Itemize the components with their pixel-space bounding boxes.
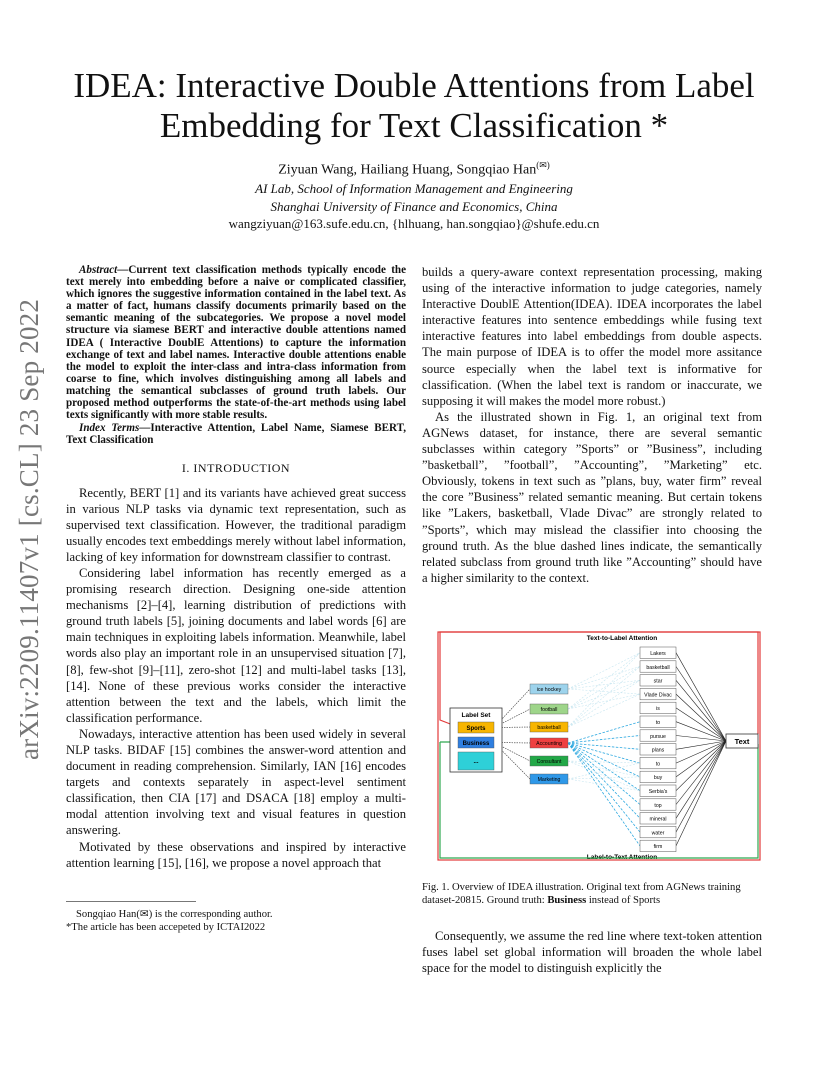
token-to-text-line bbox=[676, 741, 726, 818]
token-to-text-line bbox=[676, 694, 726, 741]
accounting-to-token-line bbox=[568, 722, 640, 743]
subclass-to-token-line bbox=[568, 761, 640, 791]
accounting-to-token-line bbox=[568, 743, 640, 791]
index-terms bbox=[66, 422, 406, 446]
subclass-to-token-line bbox=[568, 653, 640, 709]
token-text: top bbox=[654, 802, 662, 809]
token-text: Lakers bbox=[650, 651, 666, 657]
subclass-to-token-line bbox=[568, 667, 640, 690]
subclass-to-token-line bbox=[568, 777, 640, 779]
token-to-text-line bbox=[676, 741, 726, 777]
figure-diagram bbox=[422, 628, 766, 866]
subclass-text: Accounting bbox=[536, 741, 562, 747]
left-column bbox=[66, 264, 406, 934]
caption-suffix: instead of Sports bbox=[586, 894, 661, 906]
author-names: Ziyuan Wang, Hailiang Huang, Songqiao Han bbox=[278, 162, 537, 178]
label-set-item-text: Business bbox=[462, 741, 490, 747]
token-text: plans bbox=[651, 747, 665, 754]
envelope-mark: (✉) bbox=[536, 160, 550, 170]
token-text: basketball bbox=[646, 664, 670, 671]
token-to-text-line bbox=[676, 653, 726, 741]
token-to-text-line bbox=[676, 741, 726, 846]
subclass-to-token-line bbox=[568, 761, 640, 763]
caption-bold: Business bbox=[547, 894, 587, 906]
subclass-to-token-line bbox=[568, 653, 640, 689]
token-text: firm bbox=[653, 844, 663, 851]
subclass-to-token-line bbox=[568, 694, 640, 709]
accounting-to-token-line bbox=[568, 743, 640, 805]
token-text: pursue bbox=[650, 733, 666, 740]
token-text: star bbox=[653, 678, 663, 685]
token-text: Vlade Divac bbox=[644, 692, 672, 699]
footnote-rule bbox=[66, 901, 196, 902]
subclass-to-token-line bbox=[568, 667, 640, 728]
subclass-to-token-line bbox=[568, 761, 640, 777]
subclass-to-token-line bbox=[568, 689, 640, 694]
arxiv-identifier: arXiv:2209.11407v1 [cs.CL] 23 Sep 2022 bbox=[14, 298, 44, 760]
token-text: to bbox=[655, 720, 661, 726]
subclass-text: ice hockey bbox=[536, 687, 562, 693]
token-text: Serbia's bbox=[648, 789, 668, 795]
accounting-to-token-line bbox=[568, 743, 640, 832]
token-text: water bbox=[651, 830, 665, 837]
affiliation-line-2: Shanghai University of Finance and Economics, China bbox=[270, 199, 558, 214]
footnote-corresponding: Songqiao Han(✉) is the corresponding author. bbox=[76, 908, 273, 920]
index-terms-lead: Index Terms bbox=[79, 422, 140, 435]
author-line bbox=[60, 160, 768, 179]
paragraph: Considering label information has recently emerged as a promising research direction. Designing one-side attention mechanisms [2]–[4], learning distribution of predictions with ground truth labels [5], joining documents and label words [6] are main techniques in exploiting labels information. Meanwhile, label words also play an important role in an unsupervised situation [7], [8], few-shot [9]–[11], zero-shot [12] and multi-label tasks [13], [14]. None of these previous works consider the interactive attention between the text and the labels, which limit the classification performance. bbox=[66, 565, 406, 725]
token-to-text-line bbox=[676, 741, 726, 791]
token-to-text-line bbox=[676, 741, 726, 805]
subclass-to-token-line bbox=[568, 694, 640, 727]
abstract bbox=[66, 264, 406, 421]
text-to-label-title: Text-to-Label Attention bbox=[586, 635, 658, 642]
accounting-to-token-line bbox=[568, 743, 640, 846]
subclass-text: football bbox=[540, 707, 558, 713]
abstract-lead: Abstract bbox=[79, 264, 118, 276]
accounting-to-token-line bbox=[568, 736, 640, 744]
caption-prefix: Fig. 1. Overview of IDEA illustration. Original text from AGNews training dataset-20815. Ground truth: bbox=[422, 882, 741, 906]
figure-1 bbox=[422, 628, 766, 866]
token-to-text-line bbox=[676, 741, 726, 832]
figure-caption bbox=[422, 882, 764, 907]
abstract-text: —Current text classification methods typically encode the text merely into embedding before a naive or complicated classifier, which ignores the suggestive information contained in the label text. As a matter of fact, humans classify documents primarily based on the semantic meaning of the subcategories. We propose a novel model structure via siamese BERT and interactive double attentions named IDEA ( Interactive DoublE Attentions) to capture the information exchange of text and label names. Interactive double attentions enable the model to exploit the inter-class and intra-class information from coarse to fine, which involves distinguishing among all labels and matching the semantical subclasses of ground truth labels. Our proposed method outperforms the state-of-the-art methods using label texts significantly with more stable results. bbox=[66, 264, 406, 422]
index-terms-text: —Interactive Attention, Label Name, Siamese BERT, Text Classification bbox=[66, 422, 406, 447]
footnote-accepted: *The article has been accepeted by ICTAI2022 bbox=[66, 921, 266, 933]
token-to-text-line bbox=[676, 680, 726, 741]
paragraph: Motivated by these observations and inspired by interactive attention learning [15], [16], we propose a novel approach that bbox=[66, 839, 406, 870]
subclass-text: Marketing bbox=[537, 777, 561, 783]
label-set-item-text: ... bbox=[473, 759, 479, 765]
token-text: mineral bbox=[649, 816, 667, 823]
author-emails: wangziyuan@163.sufe.edu.cn, {hlhuang, han.songqiao}@shufe.edu.cn bbox=[228, 216, 600, 231]
paper-title: IDEA: Interactive Double Attentions from Label Embedding for Text Classification * bbox=[73, 66, 755, 145]
label-set-item-text: Sports bbox=[466, 726, 486, 732]
paragraph: Consequently, we assume the red line where text-token attention fuses label set global information will broaden the whole label space for the model to distinguish explicitly the bbox=[422, 929, 762, 976]
paragraph: Nowadays, interactive attention has been used widely in several NLP tasks. BIDAF [15] combines the answer-word attention and document in reading comprehension. Similarly, IAN [16] encodes targets and contexts separately in aspect-level sentiment classification, then CIA [17] and DSACA [18] employ a multi-modal attention involving text and visual features in question answering. bbox=[66, 726, 406, 838]
token-text: buy bbox=[653, 775, 663, 782]
subclass-text: basketball bbox=[537, 725, 561, 731]
paragraph: Recently, BERT [1] and its variants have achieved great success in various NLP tasks via dynamic text representation, such as supervised text classification. However, the traditional paradigm usually encodes text embeddings merely without label information, lacking of key information for downstream classifier to contrast. bbox=[66, 485, 406, 564]
right-column bbox=[422, 264, 762, 586]
token-to-text-line bbox=[676, 667, 726, 742]
paragraph-after-figure bbox=[422, 928, 762, 976]
token-text: to bbox=[655, 761, 661, 768]
subclass-text: Consultant bbox=[536, 759, 562, 765]
affiliation-line-1: AI Lab, School of Information Management and Engineering bbox=[255, 181, 573, 196]
section-heading: I. INTRODUCTION bbox=[181, 461, 291, 476]
subclass-to-token-line bbox=[568, 680, 640, 689]
label-to-text-title: Label-to-Text Attention bbox=[586, 854, 658, 861]
text-box-label: Text bbox=[734, 737, 750, 746]
paragraph: builds a query-aware context representation processing, making using of the interactive information to judge categories, namely Interactive DoublE Attention(IDEA). IDEA incorporates the label interactive features into sentence embeddings while fusing text interactive features into label embeddings from double aspects. The main purpose of IDEA is to offer the model more assitance source especially when the label text is informative for classification. (When the label text is random or inaccurate, we supposing it will makes the model more robust.) bbox=[422, 265, 762, 408]
token-text: is bbox=[656, 706, 660, 713]
subclass-to-token-line bbox=[568, 680, 640, 727]
paragraph: As the illustrated shown in Fig. 1, an original text from AGNews dataset, for instance, there are several semantic subclasses within category ”Sports” or ”Business”, including ”basketball”, ”football”, ”Accounting”, ”Marketing” etc. Obviously, tokens in text such as ”plans, buy, water firm” reveal the core ”Business” related semantic meaning. But certain tokens like ”Lakers, basketball, Vlade Divac” are strongly related to ”Sports”, which may mislead the classifier into choosing the ground truth. As the blue dashed lines indicate, the semantically related subclass from ground truth like ”Accounting” should have a higher similarity to the context. bbox=[422, 409, 762, 585]
label-set-title: Label Set bbox=[461, 712, 491, 719]
